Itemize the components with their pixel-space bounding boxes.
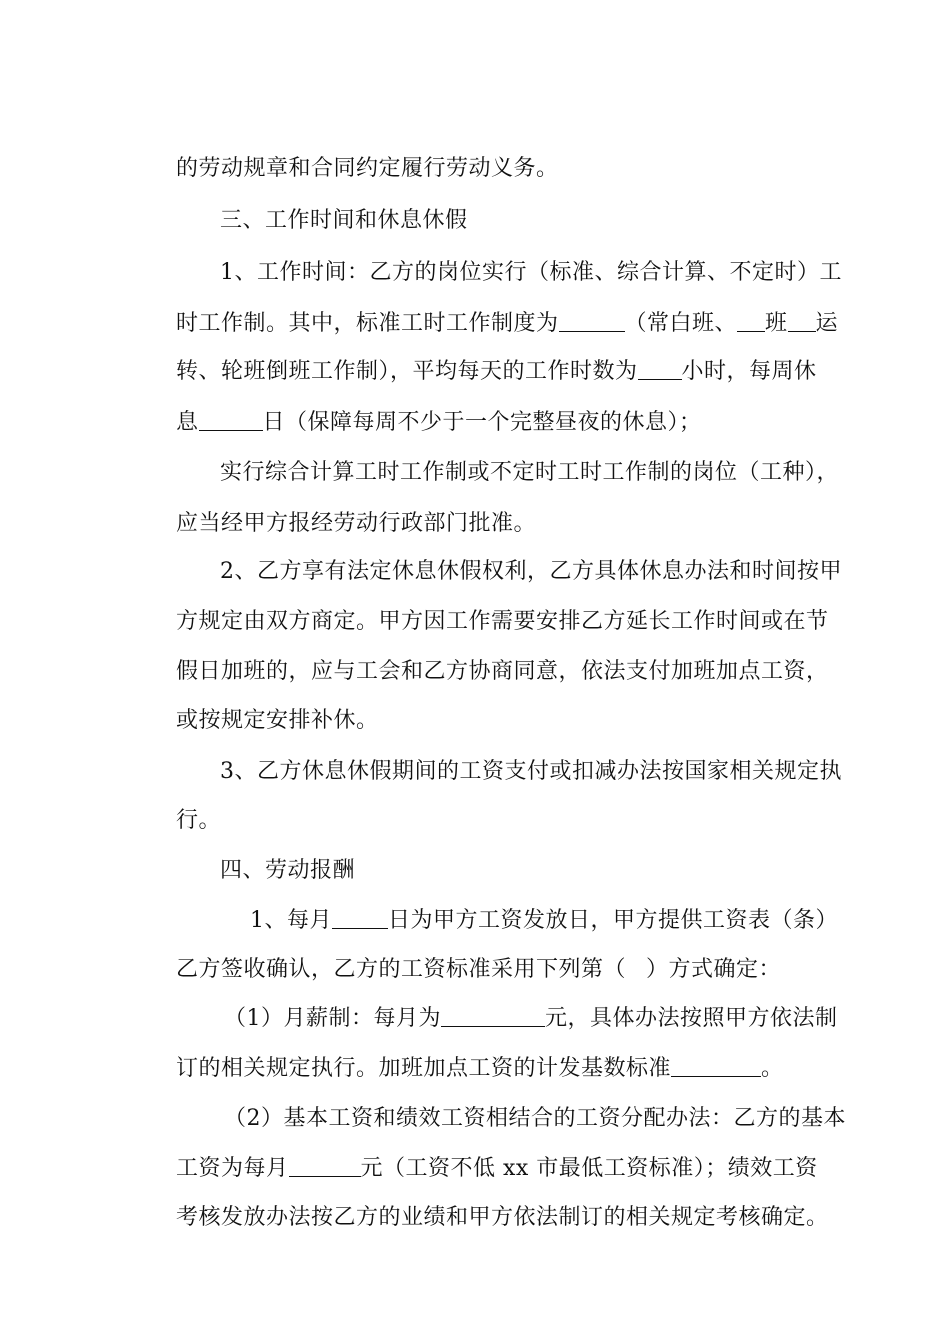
text-segment: 1、工作时间：乙方的岗位实行（标准、综合计算、不定时）工 xyxy=(219,260,842,285)
text-segment: （常白班、 xyxy=(624,311,738,336)
text-segment: 日（保障每周不少于一个完整昼夜的休息）； xyxy=(262,410,702,435)
text-segment: 运 xyxy=(815,311,839,336)
fill-blank xyxy=(638,357,682,380)
text-segment: （2）基本工资和绩效工资相结合的工资分配办法：乙方的基本 xyxy=(223,1106,846,1131)
text-segment: 时工作制。其中，标准工时工作制度为 xyxy=(175,311,559,336)
text-segment: 工资为每月 xyxy=(175,1156,289,1181)
text-segment: 的劳动规章和合同约定履行劳动义务。 xyxy=(175,156,559,181)
text-segment: 日为甲方工资发放日，甲方提供工资表（条） xyxy=(387,908,838,933)
text-segment: 或按规定安排补休。 xyxy=(175,708,379,733)
text-segment: 。 xyxy=(761,1056,784,1081)
text-segment: 订的相关规定执行。加班加点工资的计发基数标准 xyxy=(175,1056,671,1081)
text-segment: 元（工资不低 xx 市最低工资标准）；绩效工资 xyxy=(360,1156,818,1181)
text-line xyxy=(190,727,842,817)
text-line xyxy=(146,1173,829,1263)
text-segment: 三、工作时间和休息休假 xyxy=(219,208,468,233)
text-segment: ）方式确定： xyxy=(646,957,782,982)
text-segment: （1）月薪制：每月为 xyxy=(223,1006,441,1031)
text-segment: 元，具体办法按照甲方依法制 xyxy=(544,1006,838,1031)
text-segment: 1、每月 xyxy=(249,908,332,933)
text-segment: 乙方签收确认，乙方的工资标准采用下列第（ xyxy=(175,957,626,982)
text-segment: 行。 xyxy=(175,808,221,833)
text-segment: 实行综合计算工时工作制或不定时工时工作制的岗位（工种）， xyxy=(219,460,839,485)
text-segment: 班 xyxy=(765,311,788,336)
text-segment: 小时，每周休 xyxy=(681,359,817,384)
text-segment: 3、乙方休息休假期间的工资支付或扣减办法按国家相关规定执 xyxy=(219,759,842,784)
text-segment: 方规定由双方商定。甲方因工作需要安排乙方延长工作时间或在节 xyxy=(175,609,829,634)
text-segment: 应当经甲方报经劳动行政部门批准。 xyxy=(175,511,536,536)
text-segment: 息 xyxy=(175,410,199,435)
text-segment: 转、轮班倒班工作制），平均每天的工作时数为 xyxy=(175,359,638,384)
text-segment: 2、乙方享有法定休息休假权利，乙方具体休息办法和时间按甲 xyxy=(219,559,842,584)
text-segment: 四、劳动报酬 xyxy=(219,858,355,883)
text-segment: 假日加班的，应与工会和乙方协商同意，依法支付加班加点工资， xyxy=(175,659,829,684)
text-segment: 考核发放办法按乙方的业绩和甲方依法制订的相关规定考核确定。 xyxy=(175,1205,829,1230)
